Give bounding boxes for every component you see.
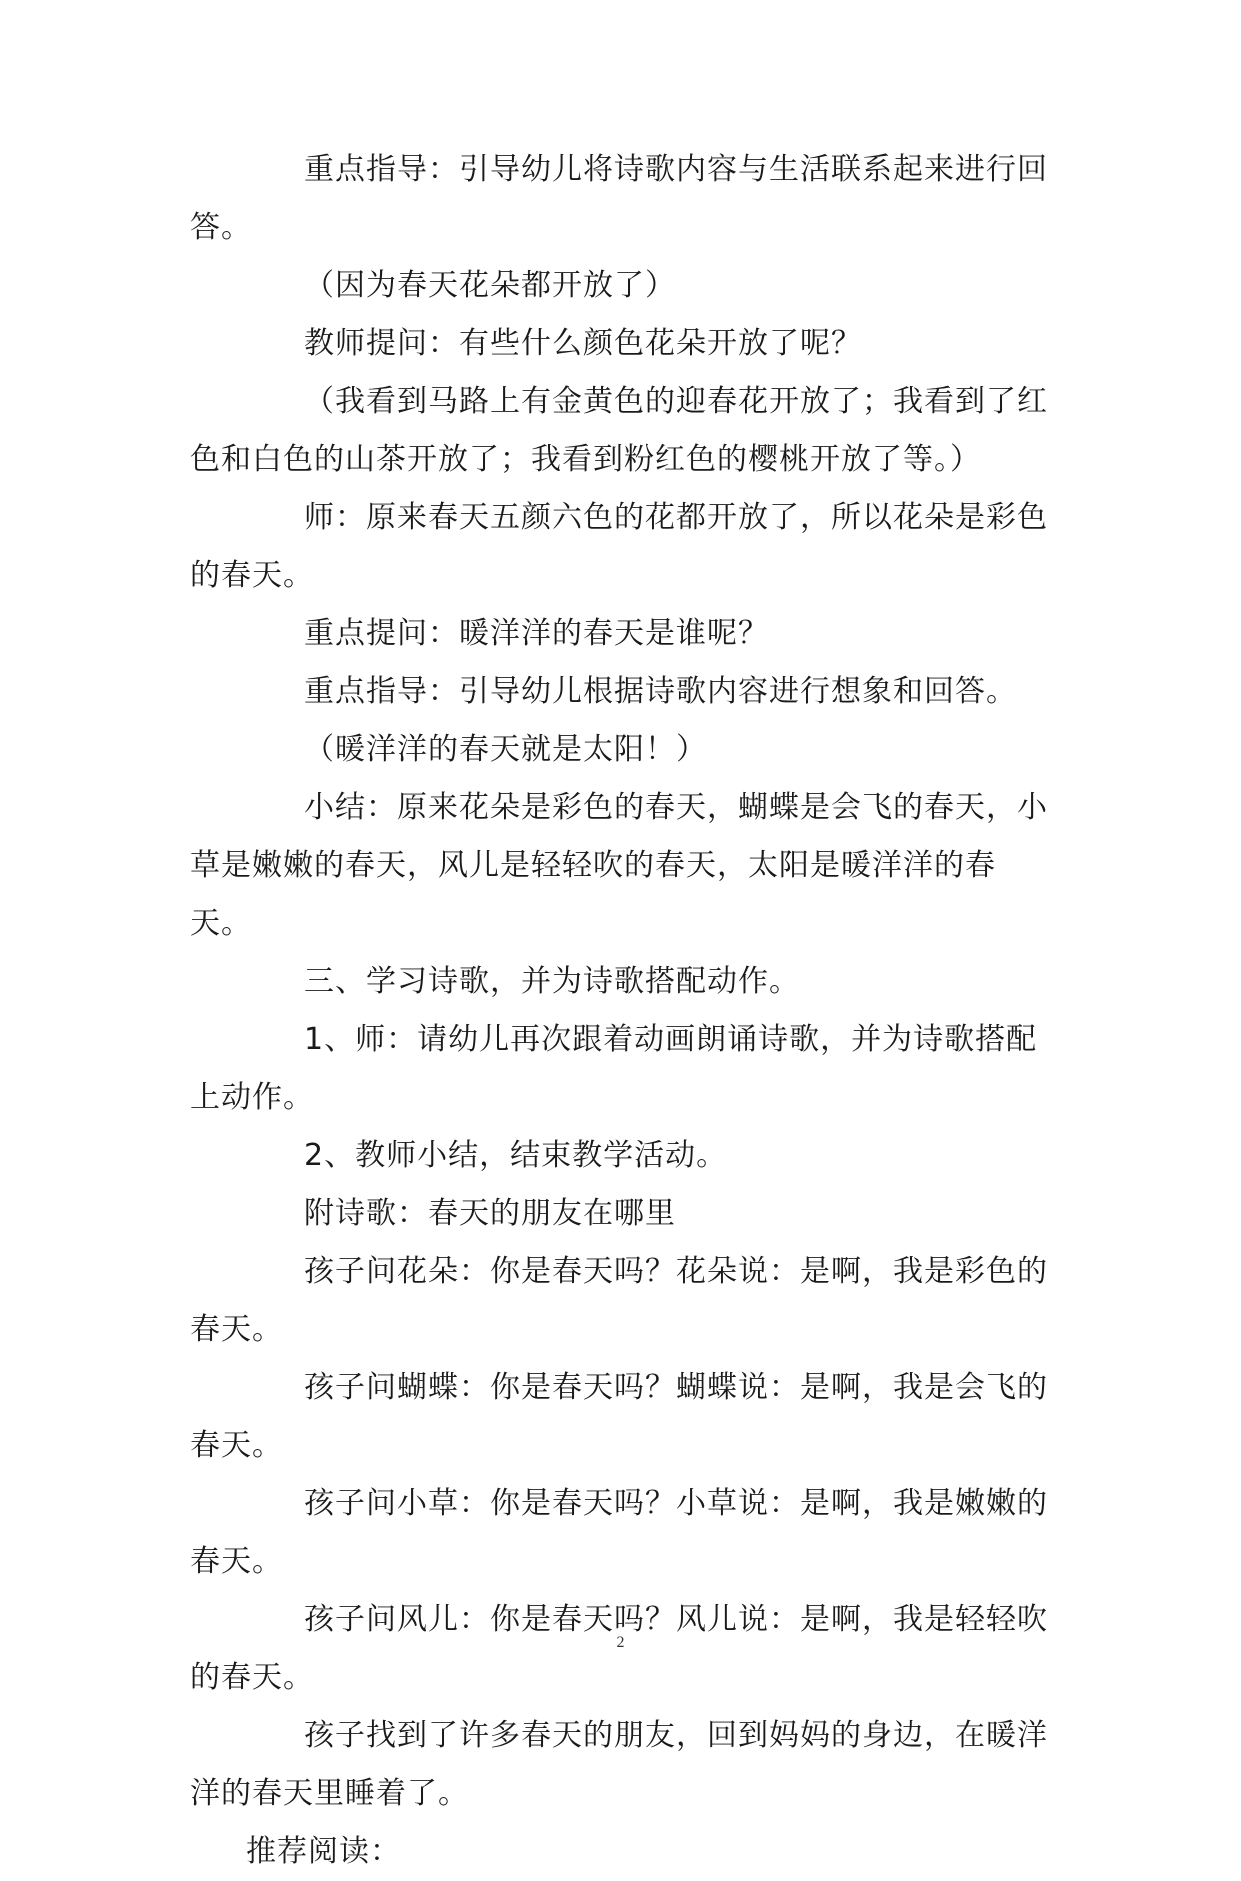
body-text	[190, 141, 1050, 1881]
paragraph-step-one: 1、师：请幼儿再次跟着动画朗诵诗歌，并为诗歌搭配上动作。	[190, 1022, 1038, 1115]
paragraph-poem-line-wind: 孩子问风儿：你是春天吗？风儿说：是啊，我是轻轻吹的春天。	[190, 1602, 1048, 1695]
paragraph-teacher-question: 教师提问：有些什么颜色花朵开放了呢？	[304, 326, 862, 361]
paragraph-section-three: 三、学习诗歌，并为诗歌搭配动作。	[304, 964, 800, 999]
paragraph-poem-ending: 孩子找到了许多春天的朋友，回到妈妈的身边，在暖洋洋的春天里睡着了。	[190, 1718, 1048, 1811]
paragraph-answer-sun: （暖洋洋的春天就是太阳！）	[304, 732, 707, 767]
paragraph-summary: 小结：原来花朵是彩色的春天，蝴蝶是会飞的春天，小草是嫩嫩的春天，风儿是轻轻吹的春天，太阳是暖洋洋的春天。	[190, 790, 1048, 941]
paragraph-answer-colors: （我看到马路上有金黄色的迎春花开放了；我看到了红色和白色的山茶开放了；我看到粉红色的樱桃开放了等。）	[190, 384, 1048, 477]
paragraph-key-guidance-1: 重点指导：引导幼儿将诗歌内容与生活联系起来进行回答。	[190, 152, 1048, 245]
paragraph-poem-line-flowers: 孩子问花朵：你是春天吗？花朵说：是啊，我是彩色的春天。	[190, 1254, 1048, 1347]
paragraph-poem-line-grass: 孩子问小草：你是春天吗？小草说：是啊，我是嫩嫩的春天。	[190, 1486, 1048, 1579]
paragraph-poem-line-butterfly: 孩子问蝴蝶：你是春天吗？蝴蝶说：是啊，我是会飞的春天。	[190, 1370, 1048, 1463]
paragraph-key-question: 重点提问：暖洋洋的春天是谁呢？	[304, 616, 769, 651]
page-number: 2	[616, 1634, 625, 1651]
paragraph-key-guidance-2: 重点指导：引导幼儿根据诗歌内容进行想象和回答。	[304, 674, 1017, 709]
paragraph-teacher-summary-flowers: 师：原来春天五颜六色的花都开放了，所以花朵是彩色的春天。	[190, 500, 1048, 593]
paragraph-answer-flowers: （因为春天花朵都开放了）	[304, 268, 676, 303]
paragraph-poem-title: 附诗歌：春天的朋友在哪里	[304, 1196, 676, 1231]
paragraph-step-two: 2、教师小结，结束教学活动。	[304, 1138, 728, 1173]
recommended-reading-label: 推荐阅读：	[246, 1834, 401, 1869]
